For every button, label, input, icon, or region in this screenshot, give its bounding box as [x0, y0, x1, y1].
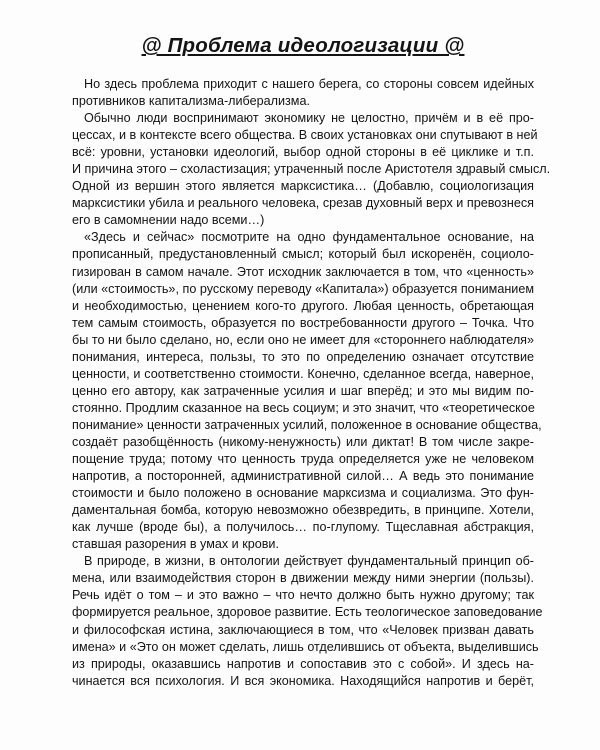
text-line: и философская истина, заключающиеся в том, что «Человек призван давать	[72, 622, 534, 637]
text-line: ценности, и соответственно стоимости. Конечно, сделанное всегда, наверное,	[72, 366, 534, 381]
text-line: Одной из вершин этого является марксистика… (Добавлю, социологизация	[72, 179, 534, 194]
text-line: гизирован в самом начале. Этот исходник заключается в том, что «ценность»	[72, 264, 534, 279]
text-line: даментальная бомба, которую невозможно обезвредить, в принципе. Хотели,	[72, 503, 534, 518]
text-line: ставшая разорения в умах и крови.	[72, 537, 279, 552]
text-line: формируется реальное, здоровое развитие. Есть теологическое заповедование	[72, 605, 543, 620]
text-line: всё: уровни, установки идеологий, выбор одной стороны в её циклике и т.п.	[72, 145, 534, 160]
text-line: В природе, в жизни, в онтологии действует фундаментальный принцип об-	[84, 554, 534, 569]
text-line: пощение труда; потому что ценность труда определяется уже не человеком	[72, 452, 534, 467]
text-line: чинается вся психология. И вся экономика. Находящийся напротив и берёт,	[72, 673, 534, 688]
text-line: тем самым стоимость, образуется по востребованности другого – Точка. Что	[72, 315, 534, 330]
text-line: Обычно люди воспринимают экономику не целостно, причём и в её про-	[84, 111, 534, 126]
text-line: противников капитализма-либерализма.	[72, 94, 310, 109]
text-line: имена» и «Это он может сделать, лишь отделившись от объекта, выделившись	[72, 639, 539, 654]
document-title: @ Проблема идеологизации @	[141, 34, 465, 57]
text-line: создаёт разобщённость (никому-ненужность) или диктат! В том числе закре-	[72, 434, 534, 449]
paragraph	[72, 229, 542, 553]
text-line: стоимости и было положено в основание марксизма и социализма. Это фун-	[72, 486, 534, 501]
text-line: напротив, а посторонней, административной силой… А ведь это понимание	[72, 469, 534, 484]
text-line: (или «стоимость», по русскому переводу «Капитала») образуется пониманием	[72, 281, 534, 296]
text-line: мена, или взаимодействия сторон в движении между ними энергии (пользы).	[72, 571, 534, 586]
text-line: стоянно. Продлим сказанное на весь социум; и это значит, что «теоретическое	[72, 400, 535, 415]
text-line: Речь идёт о том – и это важно – что нечто должно быть нужно другому; так	[72, 588, 534, 603]
text-line: Но здесь проблема приходит с нашего берега, со стороны совсем идейных	[84, 77, 534, 91]
paragraph	[72, 553, 543, 689]
text-line: понимания, интереса, пользы, то это по определению означает отсутствие	[72, 349, 534, 364]
text-line: ценно его автору, как затраченные усилия и шаг вперёд; и это мы видим по-	[72, 383, 534, 398]
text-line: бы то ни было сделано, но, если оно не имеет для «стороннего наблюдателя»	[72, 332, 534, 347]
text-line: его в самомнении надо всеми…)	[72, 213, 265, 228]
text-line: «Здесь и сейчас» посмотрите на одно фундаментальное основание, на	[84, 230, 534, 245]
text-line: как лучше (вроде бы), а получилось… по-глупому. Тщеславная абстракция,	[72, 520, 534, 535]
paragraph	[72, 76, 534, 110]
text-line: понимание» ценности затраченных усилий, положенное в основание общества,	[72, 417, 542, 432]
text-line: И причина этого – схоластизация; утраченный после Аристотеля здравый смысл.	[72, 162, 551, 177]
text-body	[72, 76, 551, 690]
text-line: и необходимостью, ценением кого-то другого. Любая ценность, обретающая	[72, 298, 534, 313]
text-line: цессах, и в контексте всего общества. В своих установках они спутывают в ней	[72, 128, 538, 143]
text-line: прописанный, предустановленный смысл; который был искоренён, социоло-	[72, 247, 534, 262]
text-line: из природы, оказавшись напротив и сопоставив это с собой». И здесь на-	[72, 656, 534, 671]
paragraph	[72, 110, 551, 229]
text-line: марксистики убила и реального человека, срезав духовный верх и превознеся	[72, 196, 534, 211]
